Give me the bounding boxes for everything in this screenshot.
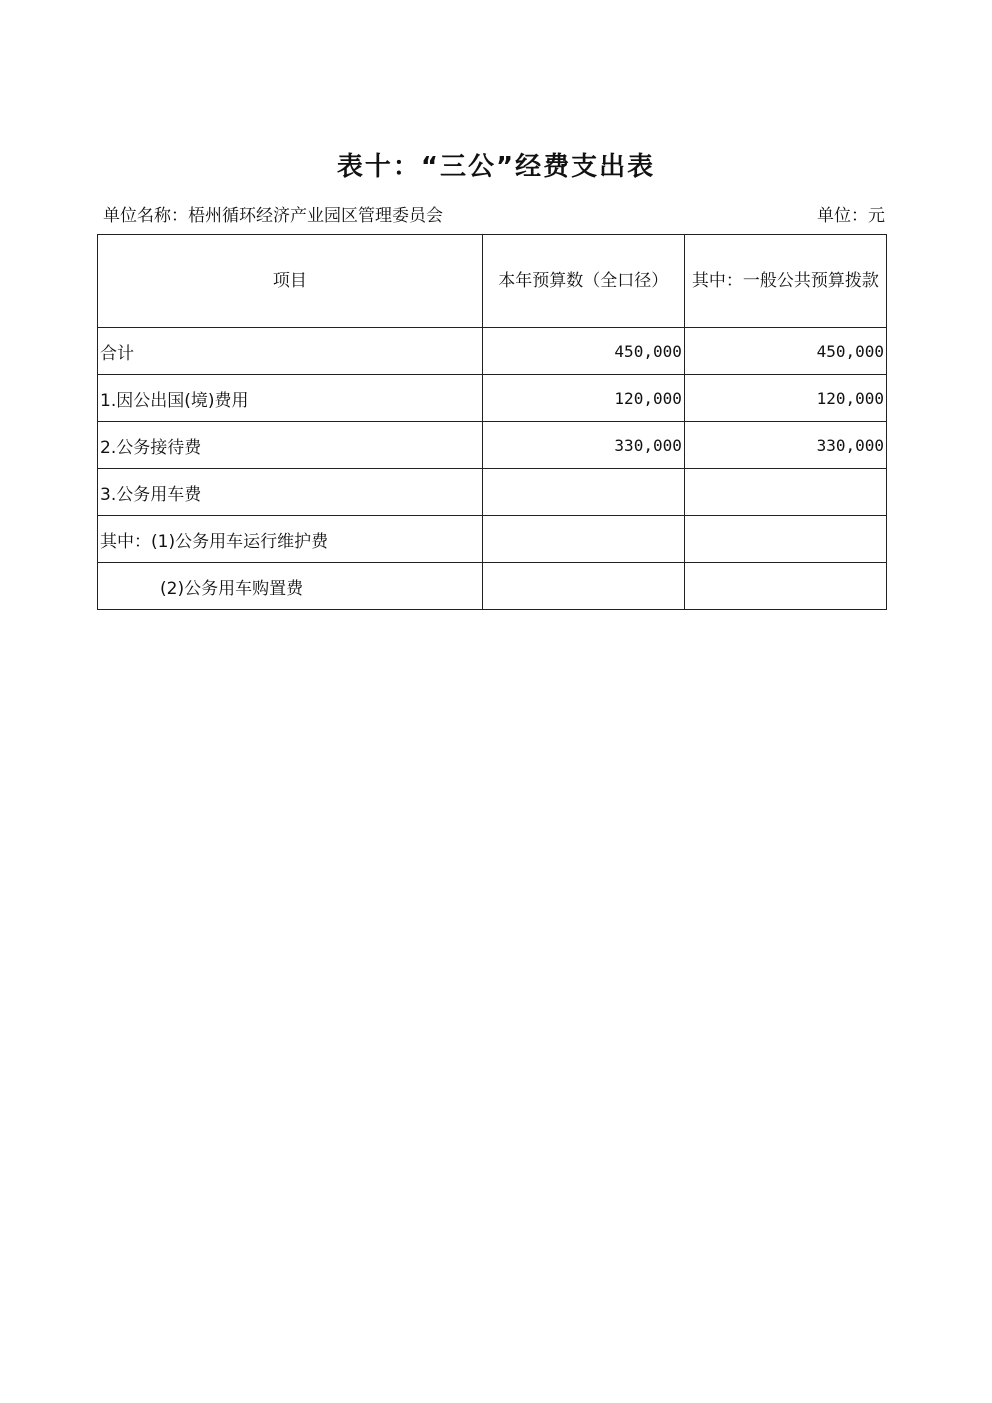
row-general: 450,000	[684, 328, 886, 375]
expense-table	[97, 234, 887, 610]
row-general: 330,000	[684, 422, 886, 469]
row-item: (2)公务用车购置费	[98, 563, 483, 610]
row-item: 合计	[98, 328, 483, 375]
row-total	[482, 516, 684, 563]
table-row	[98, 422, 887, 469]
table-row	[98, 516, 887, 563]
header-total-budget: 本年预算数（全口径）	[482, 235, 684, 328]
header-general-budget: 其中：一般公共预算拨款	[684, 235, 886, 328]
row-total	[482, 469, 684, 516]
row-general	[684, 563, 886, 610]
page-title: 表十：“三公”经费支出表	[336, 152, 656, 182]
row-item: 1.因公出国(境)费用	[98, 375, 483, 422]
row-item: 2.公务接待费	[98, 422, 483, 469]
organization-name: 单位名称：梧州循环经济产业园区管理委员会	[103, 206, 443, 226]
row-general	[684, 469, 886, 516]
row-total	[482, 563, 684, 610]
row-item: 其中：(1)公务用车运行维护费	[98, 516, 483, 563]
row-total: 330,000	[482, 422, 684, 469]
row-total: 120,000	[482, 375, 684, 422]
header-item: 项目	[98, 235, 483, 328]
row-total: 450,000	[482, 328, 684, 375]
row-general: 120,000	[684, 375, 886, 422]
table-row	[98, 328, 887, 375]
table-header-row	[98, 235, 887, 328]
currency-unit: 单位：元	[817, 206, 885, 226]
table-row	[98, 563, 887, 610]
row-item: 3.公务用车费	[98, 469, 483, 516]
table-row	[98, 375, 887, 422]
table-row	[98, 469, 887, 516]
row-general	[684, 516, 886, 563]
unit-info-line	[103, 201, 885, 227]
